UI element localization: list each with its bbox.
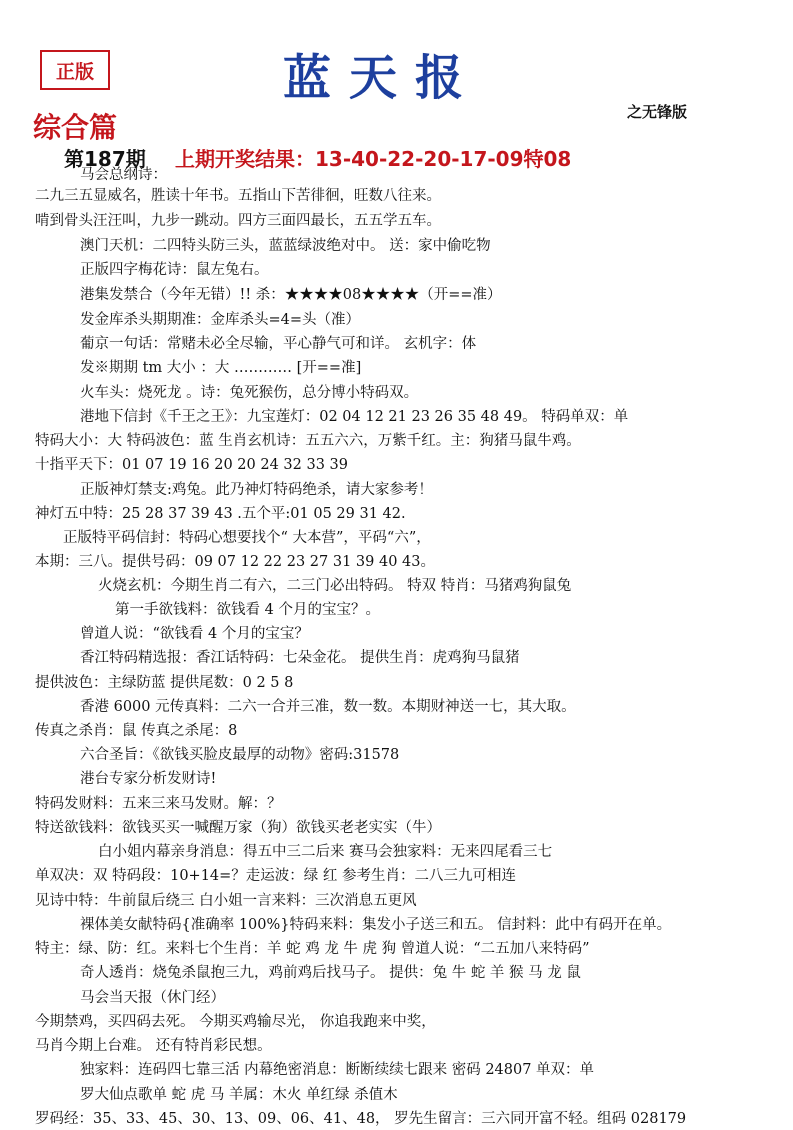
text-line: 独家料：连码四七靠三活 内幕绝密消息：断断续续七跟来 密码 24807 单双：单 <box>80 1062 595 1078</box>
text-line: 六合圣旨：《欲钱买脸皮最厚的动物》密码:31578 <box>80 747 400 763</box>
issue-number: 第187期 <box>64 147 146 171</box>
section-heading: 综合篇 <box>33 111 118 144</box>
text-line: 特码发财料：五来三来马发财。解：？ <box>35 796 282 812</box>
newspaper-title: 蓝天报 <box>283 50 482 106</box>
edition-subtitle: 之无锋版 <box>627 103 688 121</box>
text-line: 火车头：烧死龙 。诗：兔死猴伤，总分博小特码双。 <box>80 385 419 401</box>
text-line: 罗码经：35、33、45、30、13、09、06、41、48， 罗先生留言：三六同开富不轻。组码 028179 <box>35 1111 687 1127</box>
text-line: 单双决：双 特码段：10+14=？走运波：绿 红 参考生肖：二八三九可相连 <box>35 868 517 884</box>
last-draw-result: 上期开奖结果：13-40-22-20-17-09特08 <box>175 147 572 171</box>
text-line: 传真之杀肖：鼠 传真之杀尾：8 <box>35 723 238 739</box>
text-line: 马会当天报（休门经） <box>80 990 225 1006</box>
text-line: 港台专家分析发财诗! <box>80 771 217 787</box>
text-line: 啃到骨头汪汪叫，九步一跳动。四方三面四最长，五五学五车。 <box>35 213 441 229</box>
text-line: 白小姐内幕亲身消息：得五中三二后来 赛马会独家料：无来四尾看三七 <box>98 844 553 860</box>
text-line: 发金库杀头期期准：金库杀头=4=头（准） <box>80 312 361 328</box>
text-line: 特送欲钱料：欲钱买买一喊醒万家（狗）欲钱买老老实实（牛） <box>35 820 441 836</box>
text-line: 二九三五显威名，胜读十年书。五指山下苦徘徊，旺数八往来。 <box>35 188 441 204</box>
text-line: 马肖今期上台难。 还有特肖彩民想。 <box>35 1038 272 1054</box>
text-line: 曾道人说：“欲钱看 4 个月的宝宝？ <box>80 626 309 642</box>
text-line: 见诗中特：牛前鼠后绕三 白小姐一言来料：三次消息五更风 <box>35 893 417 909</box>
text-line: 马会总纲诗： <box>80 167 167 183</box>
text-line: 港地下信封《千王之王》：九宝莲灯：02 04 12 21 23 26 35 48 49。 特码单双：单 <box>80 409 629 425</box>
text-line: 正版特平码信封：特码心想要找个“ 大本营”，平码“六”， <box>63 530 431 546</box>
text-line: 香江特码精选报：香江话特码：七朵金花。 提供生肖：虎鸡狗马鼠猪 <box>80 650 520 666</box>
text-line: 奇人透肖：烧兔杀鼠抱三九，鸡前鸡后找马子。 提供：兔 牛 蛇 羊 猴 马 龙 鼠 <box>80 965 581 981</box>
text-line: 正版神灯禁支:鸡兔。此乃神灯特码绝杀，请大家参考！ <box>80 482 433 498</box>
text-line: 特码大小：大 特码波色：蓝 生肖玄机诗：五五六六，万紫千红。主：狗猪马鼠牛鸡。 <box>35 433 581 449</box>
text-line: 十指平天下：01 07 19 16 20 20 24 32 33 39 <box>35 457 348 473</box>
text-line: 港集发禁合（今年无错）!! 杀：★★★★08★★★★（开==准） <box>80 287 502 303</box>
text-line: 裸体美女献特码{准确率 100%}特码来料：集发小子送三和五。 信封料：此中有码开在单。 <box>80 917 672 933</box>
text-line: 澳门天机：二四特头防三头，蓝蓝绿波绝对中。 送：家中偷吃物 <box>80 238 491 254</box>
text-line: 本期：三八。提供号码：09 07 12 22 23 27 31 39 40 43。 <box>35 554 435 570</box>
text-line: 葡京一句话：常赌未必全尽输，平心静气可和详。 玄机字：体 <box>80 336 477 352</box>
text-line: 今期禁鸡，买四码去死。 今期买鸡输尽光， 你追我跑来中奖， <box>35 1014 436 1030</box>
text-line: 火烧玄机：今期生肖二有六，二三门必出特码。 特双 特肖：马猪鸡狗鼠兔 <box>98 578 572 594</box>
text-line: 香港 6000 元传真料：二六一合并三准，数一数。本期财神送一七，其大取。 <box>80 699 576 715</box>
text-line: 第一手欲钱料：欲钱看 4 个月的宝宝？。 <box>115 602 380 618</box>
authentic-stamp: 正版 <box>40 50 110 90</box>
text-line: 神灯五中特：25 28 37 39 43 .五个平:01 05 29 31 42. <box>35 506 406 522</box>
text-line: 特主：绿、防：红。来料七个生肖：羊 蛇 鸡 龙 牛 虎 狗 曾道人说：“二五加八来特码” <box>35 941 590 957</box>
text-line: 罗大仙点歌单 蛇 虎 马 羊属：木火 单红绿 杀值木 <box>80 1087 398 1103</box>
text-line: 正版四字梅花诗：鼠左兔右。 <box>80 262 269 278</box>
text-line: 提供波色：主绿防蓝 提供尾数：0 2 5 8 <box>35 675 294 691</box>
text-line: 发※期期 tm 大小 ：大 ………… [开==准] <box>80 360 362 376</box>
